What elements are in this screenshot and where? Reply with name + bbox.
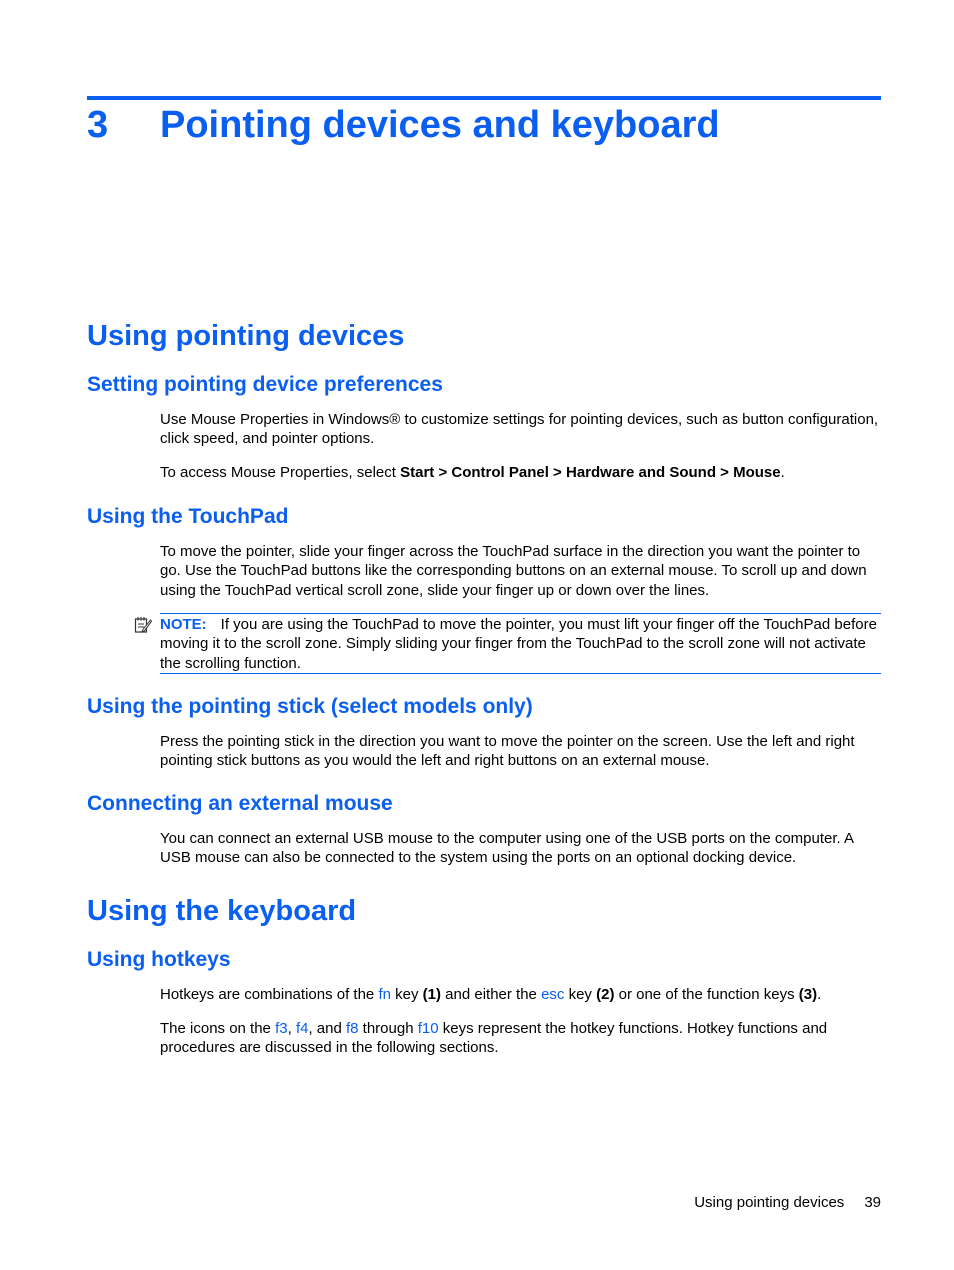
- section-heading-pointing-devices: Using pointing devices: [87, 320, 405, 352]
- page-footer: [600, 1193, 881, 1212]
- key-f8: f8: [345, 1020, 359, 1037]
- note-pad-icon: [134, 616, 152, 634]
- paragraph-hotkeys-1: Hotkeys are combinations of the fn key (1) and either the esc key (2) or one of the function keys (3).: [160, 986, 822, 1003]
- chapter-number: 3: [87, 104, 109, 146]
- section-heading-keyboard: Using the keyboard: [87, 895, 357, 927]
- key-f4: f4: [295, 1020, 309, 1037]
- footer-section-title: Using pointing devices: [694, 1194, 845, 1211]
- key-esc: esc: [541, 986, 565, 1003]
- paragraph-touchpad: To move the pointer, slide your finger across the TouchPad surface in the direction you want the pointer to go. Use the TouchPad buttons like the corresponding buttons on an external mouse. To scroll up and down using the TouchPad vertical scroll zone, slide your finger up or down over the lines.: [160, 543, 867, 599]
- chapter-title: Pointing devices and keyboard: [160, 104, 720, 146]
- subsection-heading-touchpad: Using the TouchPad: [87, 505, 289, 528]
- note-label: NOTE:: [160, 616, 207, 633]
- note-box: [160, 613, 881, 674]
- note-text: If you are using the TouchPad to move the pointer, you must lift your finger off the TouchPad before moving it to the scroll zone. Simply sliding your finger from the TouchPad to the scroll zone will not activate the scrolling function.: [160, 616, 877, 672]
- key-f10: f10: [417, 1020, 439, 1037]
- paragraph-preferences-2: To access Mouse Properties, select Start > Control Panel > Hardware and Sound > Mouse.: [160, 464, 785, 481]
- paragraph-hotkeys-2: The icons on the f3, f4, and f8 through f10 keys represent the hotkey functions. Hotkey functions and procedures are discussed in the following sections.: [160, 1020, 828, 1057]
- page-number: 39: [864, 1194, 881, 1211]
- menu-path: Start > Control Panel > Hardware and Sound > Mouse: [400, 464, 781, 481]
- paragraph-preferences-1: Use Mouse Properties in Windows® to customize settings for pointing devices, such as button configuration, click speed, and pointer options.: [160, 411, 879, 448]
- paragraph-pointing-stick: Press the pointing stick in the direction you want to move the pointer on the screen. Use the left and right pointing stick buttons as you would the left and right buttons on an external mouse.: [160, 733, 855, 770]
- chapter-heading: [87, 102, 720, 148]
- chapter-rule: [87, 96, 881, 100]
- key-f3: f3: [275, 1020, 288, 1037]
- subsection-heading-hotkeys: Using hotkeys: [87, 948, 231, 971]
- subsection-heading-pointing-stick: Using the pointing stick (select models only): [87, 695, 533, 718]
- subsection-heading-preferences: Setting pointing device preferences: [87, 373, 443, 396]
- paragraph-external-mouse: You can connect an external USB mouse to the computer using one of the USB ports on the computer. A USB mouse can also be connected to the system using the ports on an optional docking device.: [160, 830, 854, 867]
- subsection-heading-external-mouse: Connecting an external mouse: [87, 792, 393, 815]
- key-fn: fn: [378, 986, 391, 1003]
